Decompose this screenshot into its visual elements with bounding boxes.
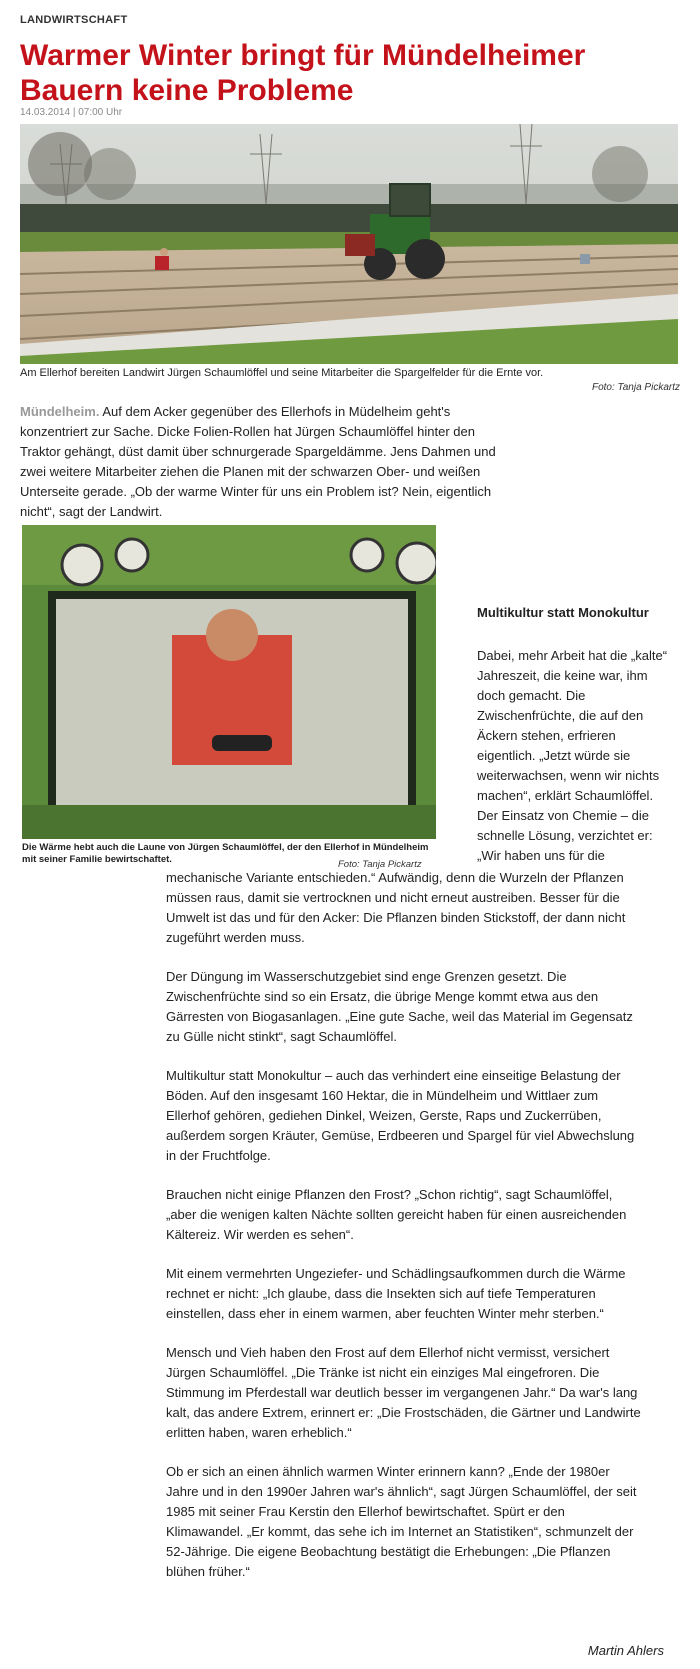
rubric: LANDWIRTSCHAFT [20,14,128,26]
body-paragraph: Der Düngung im Wasserschutzgebiet sind enge Grenzen gesetzt. Die Zwischenfrüchte sind so ein Ersatz, die übrige Menge kommt etwa aus den Gärresten von Biogasanlagen. „Eine gute Sache, weil das Material im Gegensatz zu Gülle nicht stinkt“, sagt Schaumlöffel. [166,969,633,1044]
hero-credit: Foto: Tanja Pickartz [591,382,680,393]
intro-paragraph [20,402,502,522]
dateline: Mündelheim. [20,404,100,419]
hero-caption: Am Ellerhof bereiten Landwirt Jürgen Schaumlöffel und seine Mitarbeiter die Spargelfelder für die Ernte vor. [20,367,544,379]
body-paragraph: Mensch und Vieh haben den Frost auf dem Ellerhof nicht vermisst, versichert Jürgen Schaumlöffel. „Die Tränke ist nicht ein einziges Mal eingefroren. Die Stimmung im Pferdestall war deutlich besser im vergangenen Jahr.“ Da war's lang kalt, das andere Extrem, erinnert er: „Die Frostschäden, die Gärtner und Landwirte erlitten haben, waren erheblich.“ [166,1345,641,1440]
body-paragraph: Brauchen nicht einige Pflanzen den Frost? „Schon richtig“, sagt Schaumlöffel, „aber die wenigen kalten Nächte sollten gereicht haben für einen ausreichenden Kältereiz. Wir werden es sehen“. [166,1187,627,1242]
subheading: Multikultur statt Monokultur [477,605,649,620]
body-paragraph: Mit einem vermehrten Ungeziefer- und Schädlingsaufkommen durch die Wärme rechnet er nicht: „Ich glaube, dass die Insekten sich auf tiefe Temperaturen einstellen, dass eher in einem warmen, aber feuchten Winter mehr sterben.“ [166,1266,626,1321]
intro-text: Auf dem Acker gegenüber des Ellerhofs in Müdelheim geht's konzentriert zur Sache. Dicke Folien-Rollen hat Jürgen Schaumlöffel hinter den Traktor gehängt, düst damit über schnurgerade Spargeldämme. Jens Dahmen und zwei weitere Mitarbeiter ziehen die Planen mit der schwarzen Ober- und weißen Unterseite gerade. „Ob der warme Winter für uns ein Problem ist? Nein, eigentlich nicht“, sagt der Landwirt. [20,404,496,519]
article-headline: Warmer Winter bringt für Mündelheimer Bauern keine Probleme [20,39,586,107]
body-paragraph: mechanische Variante entschieden.“ Aufwändig, denn die Wurzeln der Pflanzen müssen raus, damit sie vertrocknen und nicht erneut austreiben. Besser für die Umwelt ist das und für den Acker: Die Pflanzen binden Stickstoff, der dann nicht zugeführt werden muss. [166,870,626,945]
publish-date: 14.03.2014 | 07:00 Uhr [20,107,123,118]
side-column-text: Dabei, mehr Arbeit hat die „kalte“ Jahreszeit, die keine war, ihm doch gemacht. Die Zwischenfrüchte, die auf den Äckern stehen, erfrieren eigentlich. „Jetzt würde sie weiterwachsen, wenn wir nichts machen“, erklärt Schaumlöffel. Der Einsatz von Chemie – die schnelle Lösung, verzichtet er: „Wir haben uns für die [477,648,668,863]
body-paragraph: Ob er sich an einen ähnlich warmen Winter erinnern kann? „Ende der 1980er Jahre und in den 1990er Jahren war's ähnlich“, sagt Jürgen Schaumlöffel, der seit 1985 mit seiner Frau Kerstin den Ellerhof bewirtschaftet. Spürt er den Klimawandel. „Er kommt, das sehe ich im Internet an Statistiken“, schmunzelt der 52-Jährige. Die eigene Beobachtung bestätigt die Erhebungen: „Die Pflanzen blühen früher.“ [166,1464,637,1579]
tractor-photo-caption: Die Wärme hebt auch die Laune von Jürgen Schaumlöffel, der den Ellerhof in Mündelheim mit seiner Familie bewirtschaftet. [22,842,429,865]
hero-photo [20,124,678,364]
article-body [166,868,644,1601]
body-paragraph: Multikultur statt Monokultur – auch das verhindert eine einseitige Belastung der Böden. Auf den insgesamt 160 Hektar, die in Mündelheim und Wittlaer zum Ellerhof gehören, gediehen Dinkel, Weizen, Gerste, Raps und Zuckerrüben, außerdem sorgen Kräuter, Gemüse, Erdbeeren und Spargel für viel Abwechslung in der Fruchtfolge. [166,1068,635,1163]
tractor-photo [22,525,436,839]
tractor-photo-credit: Foto: Tanja Pickartz [338,859,422,870]
author-name: Martin Ahlers [587,1643,664,1658]
